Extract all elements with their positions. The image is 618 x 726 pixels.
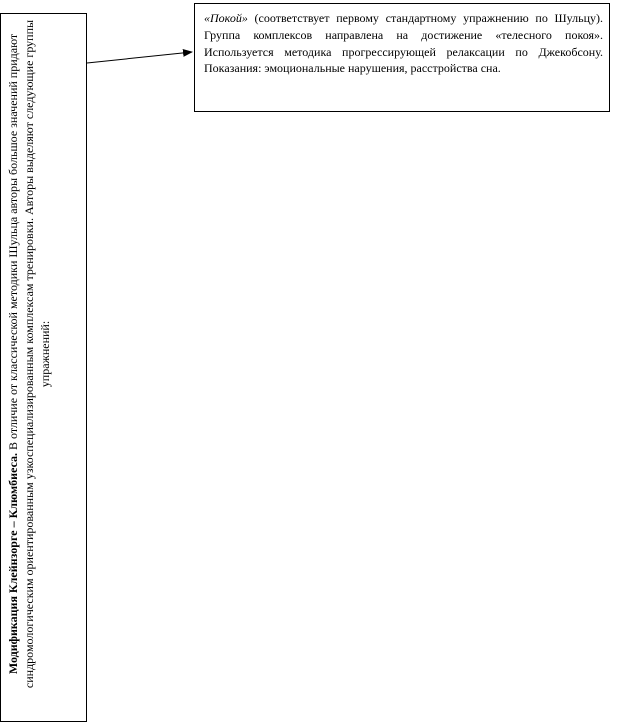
pokoy-box (194, 3, 610, 112)
modification-box (0, 13, 87, 722)
modification-cut-line: упражнений: (38, 320, 52, 388)
arrow-line (87, 52, 192, 63)
modification-title: Модификация Клейнзорге – Клюмбиеса. (6, 452, 20, 675)
pokoy-description: (соответствует первому стандартному упражнению по Шульцу). Группа комплексов направлена на достижение «телесного покоя». Используется методика прогрессирующей релаксации по Джекобсону. Показания: эмоциональные нарушения, расстройства сна. (204, 11, 603, 76)
modification-text (5, 16, 85, 692)
pokoy-term: «Покой» (204, 11, 248, 25)
modification-description: В отличие от классической методики Шульца авторы большое значений придают синдромологическим ориентированным узкоспециализированным комплексам тренировки. Авторы выделяют следующие группы (6, 19, 36, 689)
